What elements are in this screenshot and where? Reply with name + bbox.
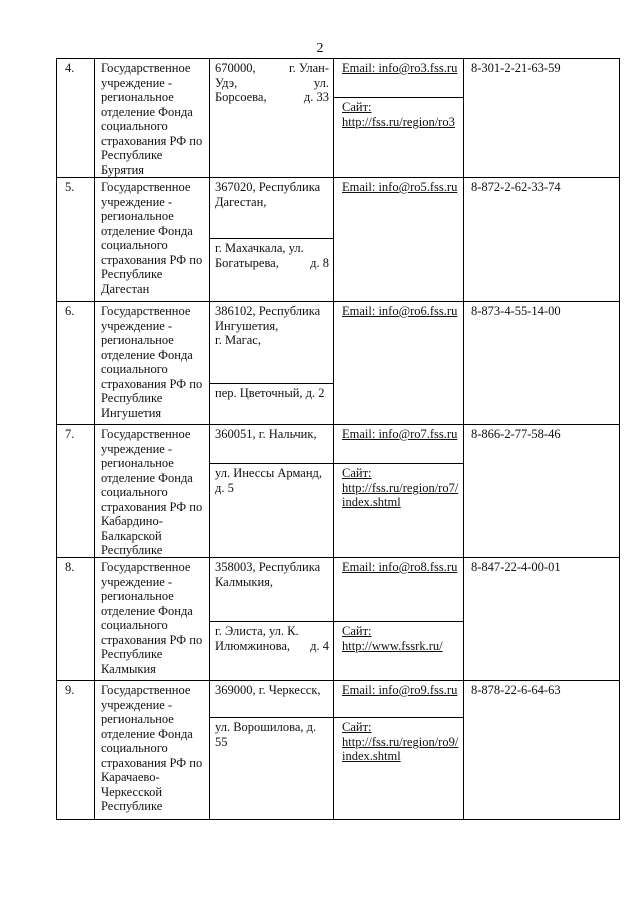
row-number-cell [57,425,95,557]
contacts-cell [334,178,464,301]
address-text [215,304,329,348]
address-line: Удэ, ул. [215,75,329,90]
contacts-cell [334,425,464,557]
org-line: Дагестан [101,281,150,296]
org-line: страхования РФ по [101,376,203,391]
address-cell [210,302,334,424]
org-line: отделение Фонда [101,347,193,362]
row-number-cell [57,178,95,301]
org-line: Калмыкия [101,661,156,676]
phone-number: 8-847-22-4-00-01 [471,560,561,574]
address-line: 360051, г. Нальчик, [215,427,317,441]
org-line: Республике [101,148,163,162]
email-link[interactable]: Email: info@ro9.fss.ru [342,683,458,697]
organization-cell [95,178,210,301]
email-block [334,425,463,463]
contacts-cell [334,59,464,177]
org-line: Республике [101,647,163,661]
organization-name [101,180,207,296]
address-text [215,386,329,401]
address-line: ул. Ворошилова, д. [215,720,317,734]
organization-cell [95,558,210,680]
table-row [56,680,620,820]
address-line: 367020, Республика [215,180,321,194]
email-block [334,59,463,97]
site-link[interactable]: http://fss.ru/region/ro7/ [342,480,459,495]
org-line: Государственное [101,560,191,574]
address-line: Дагестан, [215,194,267,209]
address-top-block [210,178,333,238]
address-text [215,241,329,270]
org-line: учреждение - [101,441,173,456]
address-line: Ингушетия, [215,318,279,333]
row-number: 5. [65,180,75,194]
org-line: страхования РФ по [101,632,203,647]
org-line: социального [101,618,168,632]
org-line: учреждение - [101,75,173,90]
org-line: отделение Фонда [101,104,193,119]
address-text [215,180,329,209]
address-text [215,61,329,105]
address-text [215,683,329,698]
page-number: 2 [316,41,324,56]
email-block [334,178,463,301]
org-line: региональное [101,589,174,603]
organization-name [101,683,207,814]
org-line: Республике [101,267,163,281]
phone-cell [464,425,619,557]
address-cell [210,425,334,557]
contacts-cell [334,302,464,424]
phone-cell [464,59,619,177]
phone-cell [464,178,619,301]
phone-number: 8-872-2-62-33-74 [471,180,561,194]
org-line: отделение Фонда [101,726,193,741]
organization-cell [95,302,210,424]
address-line: 386102, Республика [215,304,321,318]
org-line: страхования РФ по [101,252,203,267]
org-line: Республике [101,799,163,813]
organization-cell [95,59,210,177]
address-cell [210,558,334,680]
address-text [215,560,329,589]
address-line: Богатырева, д. 8 [215,255,329,270]
table-row [56,557,620,680]
address-text [215,466,329,495]
org-line: социального [101,485,168,499]
site-text [342,624,460,653]
org-line: учреждение - [101,574,173,589]
org-line: Государственное [101,61,191,75]
org-line: Черкесской [101,784,163,799]
site-link[interactable]: http://fss.ru/region/ro3 [342,114,455,129]
org-line: Республике [101,543,163,557]
org-line: Ингушетия [101,405,162,420]
org-line: страхования РФ по [101,499,203,514]
address-top-block [210,558,333,621]
address-cell [210,59,334,177]
org-line: учреждение - [101,697,173,712]
org-line: социального [101,741,168,755]
org-line: Бурятия [101,162,145,177]
address-line: Илюмжинова, д. 4 [215,638,329,653]
address-top-block [210,681,333,717]
organization-name [101,560,207,676]
organization-cell [95,425,210,557]
site-text [342,720,460,764]
address-line: г. Элиста, ул. К. [215,624,299,638]
row-number: 8. [65,560,75,574]
contacts-cell [334,681,464,819]
site-link[interactable]: index.shtml [342,749,401,763]
phone-number: 8-878-22-6-64-63 [471,683,561,697]
organization-name [101,61,207,177]
phone-cell [464,302,619,424]
email-block [334,681,463,717]
organization-name [101,427,207,558]
site-label: Сайт: [342,466,372,480]
org-line: региональное [101,209,174,223]
table-row [56,424,620,557]
org-line: страхования РФ по [101,755,203,770]
email-link[interactable]: Email: info@ro6.fss.ru [342,304,458,318]
org-line: Балкарской [101,528,162,543]
address-cell [210,681,334,819]
org-line: Государственное [101,180,191,194]
address-text [215,720,329,749]
table-row [56,58,620,177]
site-label: Сайт: [342,720,372,734]
address-line: Калмыкия, [215,574,274,589]
address-bottom-block [210,383,333,424]
row-number: 9. [65,683,75,697]
address-text [215,624,329,653]
address-line: 670000, г. Улан- [215,61,329,75]
email-link[interactable]: Email: info@ro7.fss.ru [342,427,458,441]
address-line: д. 5 [215,480,234,495]
site-text [342,100,460,129]
site-link[interactable]: http://fss.ru/region/ro9/ [342,734,459,749]
site-label: Сайт: [342,624,372,638]
org-line: отделение Фонда [101,470,193,485]
site-link[interactable]: http://www.fssrk.ru/ [342,638,443,653]
row-number-cell [57,302,95,424]
organization-name [101,304,207,420]
address-text [215,427,329,442]
address-line: 55 [215,734,228,749]
row-number-cell [57,59,95,177]
phone-number: 8-301-2-21-63-59 [471,61,561,75]
org-line: Карачаево- [101,770,160,784]
org-line: региональное [101,333,174,347]
address-line: ул. Инессы Арманд, [215,466,323,480]
address-line: г. Магас, [215,333,261,347]
address-line: Борсоева, д. 33 [215,90,329,104]
org-line: страхования РФ по [101,133,203,148]
site-text [342,466,460,510]
phone-number: 8-866-2-77-58-46 [471,427,561,441]
address-top-block [210,302,333,383]
site-link[interactable]: index.shtml [342,495,401,509]
address-block [210,59,333,177]
org-line: социального [101,238,168,252]
row-number: 7. [65,427,75,441]
organization-cell [95,681,210,819]
org-line: социального [101,362,168,376]
address-line: г. Махачкала, ул. [215,241,304,255]
row-number: 6. [65,304,75,318]
row-number: 4. [65,61,75,75]
row-number-cell [57,558,95,680]
site-block [334,97,463,177]
org-line: региональное [101,90,174,104]
site-block [334,621,463,680]
email-link[interactable]: Email: info@ro5.fss.ru [342,180,458,194]
site-block [334,717,463,819]
email-block [334,302,463,424]
org-line: отделение Фонда [101,603,193,618]
address-line: 358003, Республика [215,560,321,574]
org-line: учреждение - [101,318,173,333]
org-line: региональное [101,456,174,470]
org-line: Государственное [101,427,191,441]
address-bottom-block [210,621,333,680]
address-top-block [210,425,333,463]
site-block [334,463,463,557]
address-line: 369000, г. Черкесск, [215,683,321,697]
table-row [56,301,620,424]
org-line: Государственное [101,683,191,697]
table-row [56,177,620,301]
org-line: Республике [101,391,163,405]
contacts-cell [334,558,464,680]
org-line: Государственное [101,304,191,318]
org-line: учреждение - [101,194,173,209]
site-label: Сайт: [342,100,372,114]
org-line: отделение Фонда [101,223,193,238]
row-number-cell [57,681,95,819]
org-line: социального [101,119,168,133]
address-bottom-block [210,463,333,557]
email-link[interactable]: Email: info@ro3.fss.ru [342,61,458,75]
address-line: пер. Цветочный, д. 2 [215,386,325,400]
email-block [334,558,463,621]
org-line: региональное [101,712,174,726]
phone-cell [464,681,619,819]
address-cell [210,178,334,301]
email-link[interactable]: Email: info@ro8.fss.ru [342,560,458,574]
org-line: Кабардино- [101,514,163,528]
phone-number: 8-873-4-55-14-00 [471,304,561,318]
address-bottom-block [210,717,333,819]
phone-cell [464,558,619,680]
address-bottom-block [210,238,333,301]
